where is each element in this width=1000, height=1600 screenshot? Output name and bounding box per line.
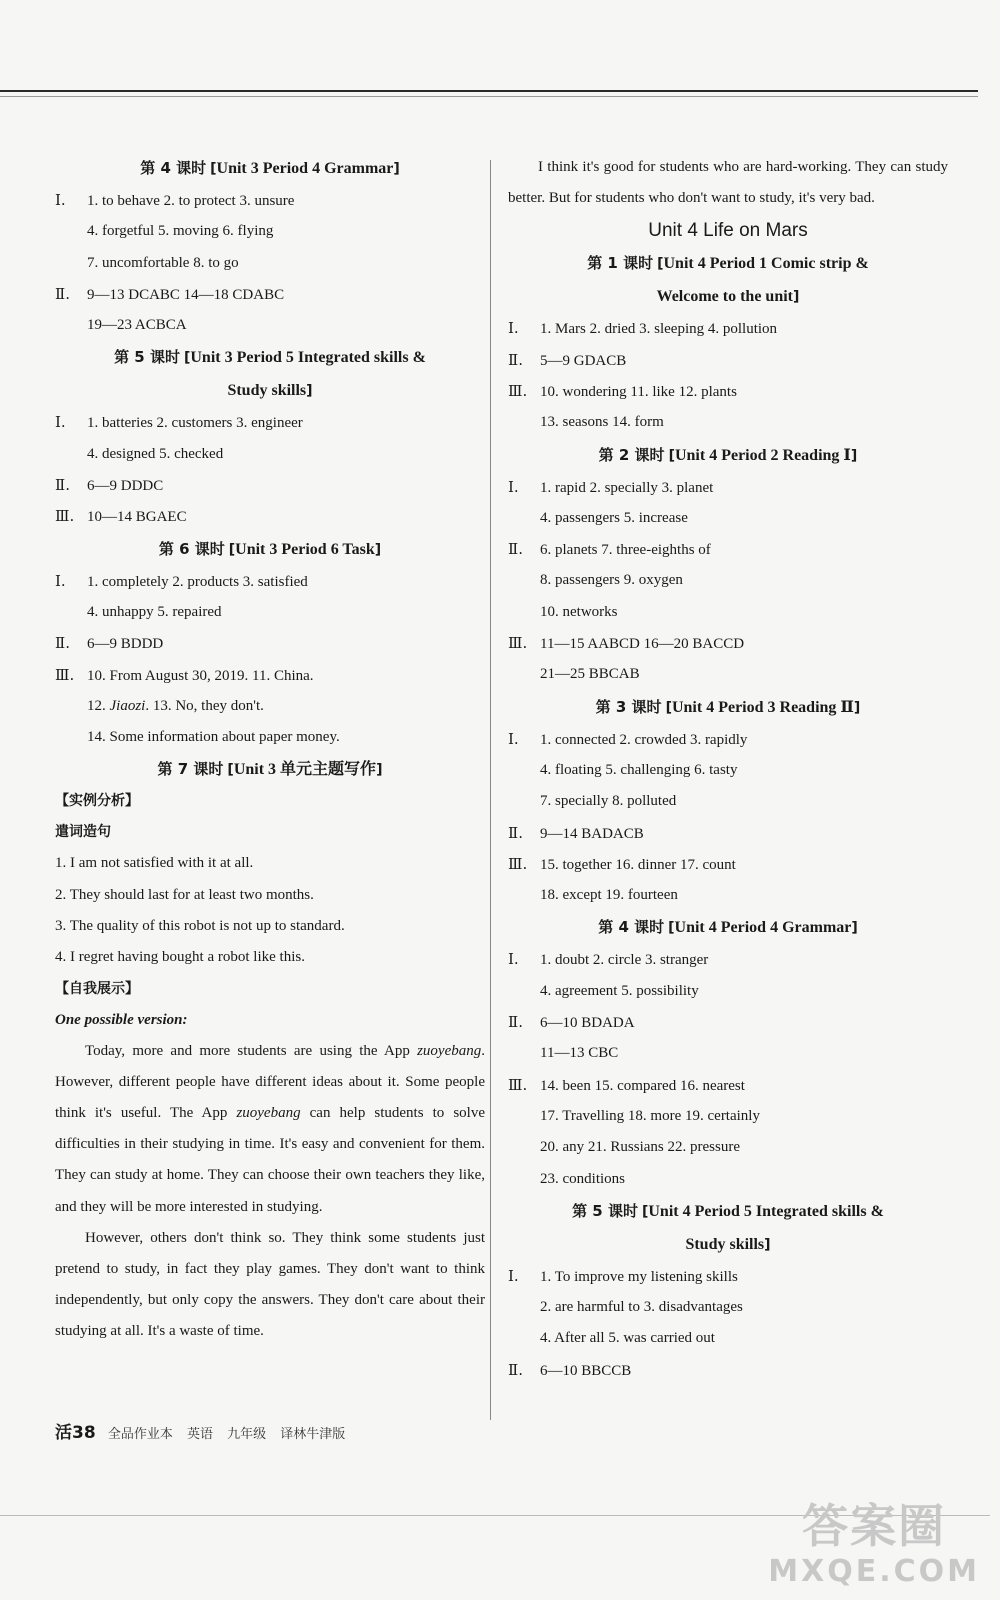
answer-line: 4. floating 5. challenging 6. tasty (540, 761, 738, 778)
answer-line: 8. passengers 9. oxygen (540, 572, 683, 589)
top-rule-thin (0, 96, 978, 97)
section-heading: 第 4 课时 [Unit 4 Period 4 Grammar] (598, 918, 858, 937)
answer-line: Ⅲ. 11—15 AABCD 16—20 BACCD (508, 634, 745, 653)
section-heading: 第 7 课时 [Unit 3 单元主题写作] (157, 760, 383, 779)
subsection-label: 【自我展示】 (55, 980, 139, 997)
section-heading: 第 3 课时 [Unit 4 Period 3 Reading Ⅱ] (595, 697, 861, 716)
section-heading-cont: Welcome to the unit] (656, 288, 800, 306)
page-number: 活38 (55, 1423, 96, 1443)
answer-line: Ⅰ. 1. doubt 2. circle 3. stranger (508, 950, 709, 969)
section-heading: 第 5 课时 [Unit 3 Period 5 Integrated skills & (114, 348, 426, 367)
answer-line: 4. forgetful 5. moving 6. flying (87, 223, 274, 240)
top-rule (0, 90, 978, 92)
answer-line: 7. specially 8. polluted (540, 793, 677, 810)
answer-line: 21—25 BBCAB (540, 666, 640, 683)
answer-line: Ⅰ. 1. connected 2. crowded 3. rapidly (508, 729, 748, 748)
answer-line: 10. networks (540, 603, 618, 620)
answer-line: Ⅲ. 10. From August 30, 2019. 11. China. (55, 665, 314, 684)
essay-paragraph: I think it's good for students who are hard-working. They can study better. But for students who don't want to study, it's very bad. (508, 159, 948, 207)
answer-line: 13. seasons 14. form (540, 414, 664, 431)
edition: 译林牛津版 (280, 1427, 346, 1442)
answer-line: Ⅲ. 14. been 15. compared 16. nearest (508, 1075, 745, 1094)
answer-line: Ⅲ. 15. together 16. dinner 17. count (508, 854, 736, 873)
answer-line: 4. passengers 5. increase (540, 509, 688, 526)
answer-line: 11—13 CBC (540, 1045, 619, 1062)
answer-line: 4. unhappy 5. repaired (87, 603, 222, 620)
answer-line: 20. any 21. Russians 22. pressure (540, 1139, 740, 1156)
essay-paragraph: However, others don't think so. They think some students just pretend to study, in fact they play games. They don't want to think independently, but only copy the answers. They don't care about their studying at all. It's a waste of time. (55, 1229, 485, 1340)
sentence-line: 4. I regret having bought a robot like this. (55, 949, 305, 966)
answer-line: Ⅰ. 1. completely 2. products 3. satisfied (55, 571, 308, 590)
right-column (508, 152, 948, 1386)
answer-line: Ⅲ. 10—14 BGAEC (55, 507, 187, 526)
sentence-line: 1. I am not satisfied with it at all. (55, 855, 254, 872)
answer-line: 4. After all 5. was carried out (540, 1330, 715, 1347)
answer-line: 4. agreement 5. possibility (540, 982, 699, 999)
subject: 英语 (186, 1427, 213, 1442)
answer-line: 7. uncomfortable 8. to go (87, 254, 239, 271)
answer-line: 17. Travelling 18. more 19. certainly (540, 1107, 760, 1124)
subsection-label: 遣词造句 (55, 824, 111, 841)
answer-line: 2. are harmful to 3. disadvantages (540, 1299, 743, 1316)
answer-line: 14. Some information about paper money. (87, 729, 340, 746)
grade: 九年级 (227, 1427, 267, 1442)
answer-line: Ⅰ. 1. To improve my listening skills (508, 1266, 738, 1285)
answer-line: 23. conditions (540, 1170, 625, 1187)
watermark-logo: 答案圈 MXQE.COM (768, 1499, 980, 1589)
essay-paragraph: Today, more and more students are using the App zuoyebang. However, different people have different ideas about it. Some people think it's useful. The App zuoyebang can help students to solve difficulties in their studying in time. It's easy and convenient for them. They can study at home. They can choose their own teachers they like, and they will be more interested in studying. (55, 1042, 485, 1215)
section-heading: 第 5 课时 [Unit 4 Period 5 Integrated skills & (572, 1201, 884, 1220)
answer-line: Ⅱ. 9—13 DCABC 14—18 CDABC (55, 284, 285, 303)
column-divider (490, 160, 491, 1420)
unit-title: Unit 4 Life on Mars (648, 220, 808, 242)
section-heading: 第 1 课时 [Unit 4 Period 1 Comic strip & (587, 254, 869, 273)
section-heading-cont: Study skills] (227, 382, 313, 400)
sentence-line: 2. They should last for at least two months. (55, 886, 314, 903)
answer-line: Ⅱ. 6—10 BBCCB (508, 1360, 632, 1379)
page-footer (55, 1418, 355, 1443)
answer-line: Ⅱ. 5—9 GDACB (508, 350, 627, 369)
answer-line: Ⅰ. 1. Mars 2. dried 3. sleeping 4. pollution (508, 319, 778, 338)
sentence-line: 3. The quality of this robot is not up to standard. (55, 918, 345, 935)
answer-line: Ⅱ. 9—14 BADACB (508, 823, 644, 842)
answer-line: Ⅱ. 6—9 BDDD (55, 634, 164, 653)
section-heading: 第 4 课时 [Unit 3 Period 4 Grammar] (140, 159, 400, 177)
version-label: One possible version: (55, 1011, 188, 1028)
answer-line: Ⅱ. 6—9 DDDC (55, 476, 164, 495)
answer-line: 4. designed 5. checked (87, 445, 224, 462)
answer-line: Ⅱ. 6. planets 7. three-eighths of (508, 540, 711, 559)
answer-line: 18. except 19. fourteen (540, 887, 678, 904)
answer-line: Ⅰ. 1. batteries 2. customers 3. engineer (55, 413, 303, 432)
section-heading: 第 2 课时 [Unit 4 Period 2 Reading Ⅰ] (598, 445, 858, 464)
answer-line: Ⅰ. 1. rapid 2. specially 3. planet (508, 477, 714, 496)
answer-line: 19—23 ACBCA (87, 317, 187, 334)
book-title: 全品作业本 (107, 1427, 173, 1442)
answer-line: 12. Jiaozi. 13. No, they don't. (87, 697, 264, 714)
answer-line: Ⅰ. 1. to behave 2. to protect 3. unsure (55, 191, 295, 209)
left-column (55, 152, 485, 1348)
section-heading-cont: Study skills] (685, 1235, 771, 1253)
answer-line: Ⅲ. 10. wondering 11. like 12. plants (508, 382, 737, 400)
answer-line: Ⅱ. 6—10 BDADA (508, 1013, 635, 1032)
subsection-label: 【实例分析】 (55, 793, 139, 810)
section-heading: 第 6 课时 [Unit 3 Period 6 Task] (158, 539, 382, 558)
